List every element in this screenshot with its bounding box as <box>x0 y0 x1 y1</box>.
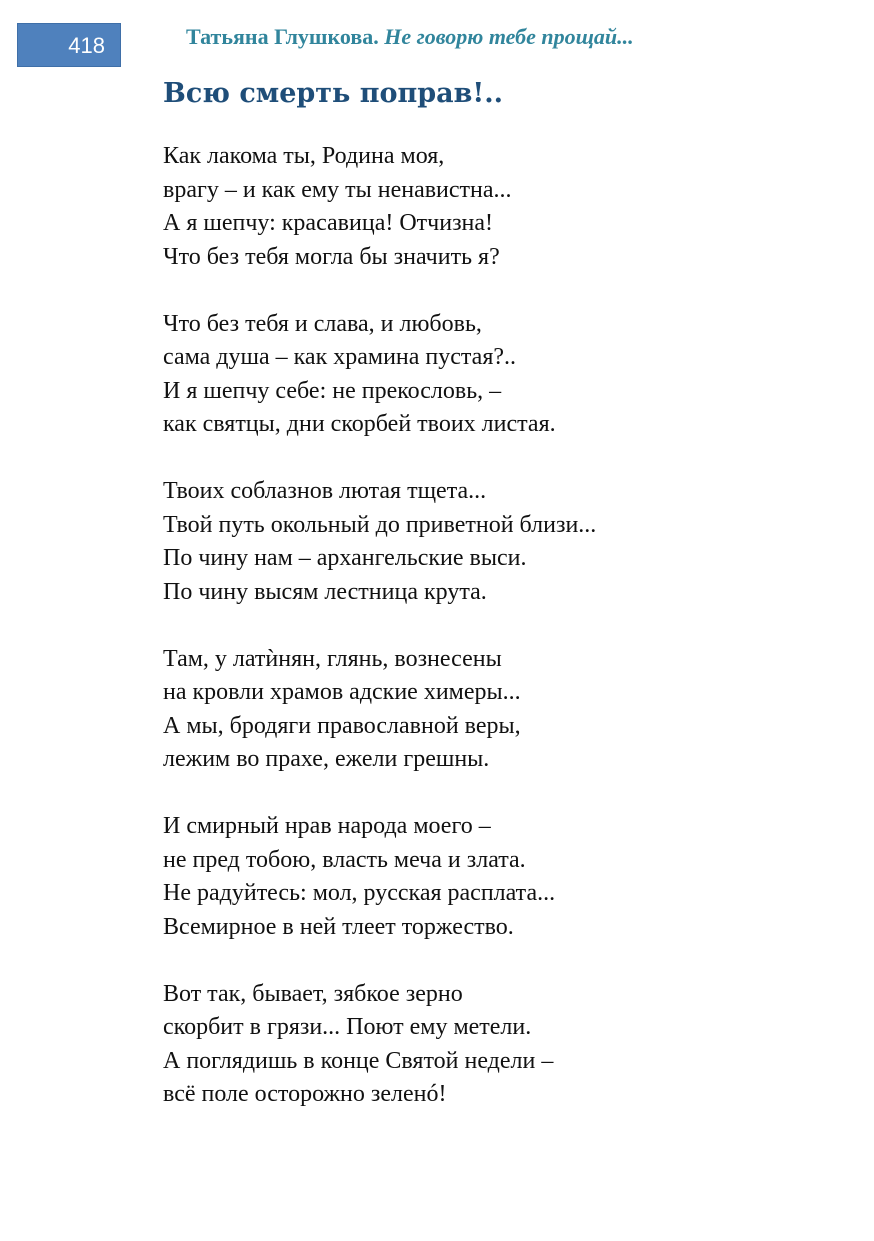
poem-line: А мы, бродяги православной веры, <box>163 712 521 739</box>
poem-line: Там, у латѝнян, глянь, вознесены <box>163 645 502 672</box>
poem-line: По чину высям лестница крута. <box>163 578 487 605</box>
stanza <box>163 643 596 777</box>
poem-line: врагу – и как ему ты ненавистна... <box>163 176 512 203</box>
poem-line: Твой путь окольный до приветной близи... <box>163 511 597 538</box>
running-header <box>186 24 634 50</box>
poem-line: Не радуйтесь: мол, русская расплата... <box>163 880 556 906</box>
poem-line: По чину нам – архангельские выси. <box>163 545 527 571</box>
poem-line: Вот так, бывает, зябкое зерно <box>163 980 463 1007</box>
poem-line: всё поле осторожно зеленó! <box>163 1081 447 1107</box>
poem-body <box>163 140 596 1145</box>
poem-line: А поглядишь в конце Святой недели – <box>163 1047 554 1074</box>
poem-line: не пред тобою, власть меча и злата. <box>163 846 526 873</box>
poem-line: как святцы, дни скорбей твоих листая. <box>163 411 556 437</box>
poem-line: скорбит в грязи... Поют ему метели. <box>163 1014 532 1040</box>
poem-line: Твоих соблазнов лютая тщета... <box>163 478 487 504</box>
poem-line: Как лакома ты, Родина моя, <box>163 143 445 169</box>
stanza <box>163 978 596 1112</box>
poem-line: на кровли храмов адские химеры... <box>163 679 521 705</box>
poem-line: А я шепчу: красавица! Отчизна! <box>163 210 494 236</box>
page-number-badge <box>17 23 121 67</box>
stanza <box>163 475 596 609</box>
poem-line: Что без тебя могла бы значить я? <box>163 243 500 270</box>
page-number: 418 <box>68 33 105 58</box>
poem-line: И я шепчу себе: не прекословь, – <box>163 377 502 404</box>
poem-line: Всемирное в ней тлеет торжество. <box>163 913 514 940</box>
header-author: Татьяна Глушкова. <box>186 24 379 49</box>
poem-line: лежим во прахе, ежели грешны. <box>163 746 490 772</box>
poem-title: Всю смерть поправ!.. <box>163 78 504 109</box>
stanza <box>163 810 596 944</box>
poem-line: И смирный нрав народа моего – <box>163 813 491 839</box>
poem-line: Что без тебя и слава, и любовь, <box>163 310 482 337</box>
stanza <box>163 140 596 274</box>
header-book-title: Не говорю тебе прощай... <box>384 24 634 49</box>
poem-line: сама душа – как храмина пустая?.. <box>163 344 517 370</box>
stanza <box>163 308 596 442</box>
